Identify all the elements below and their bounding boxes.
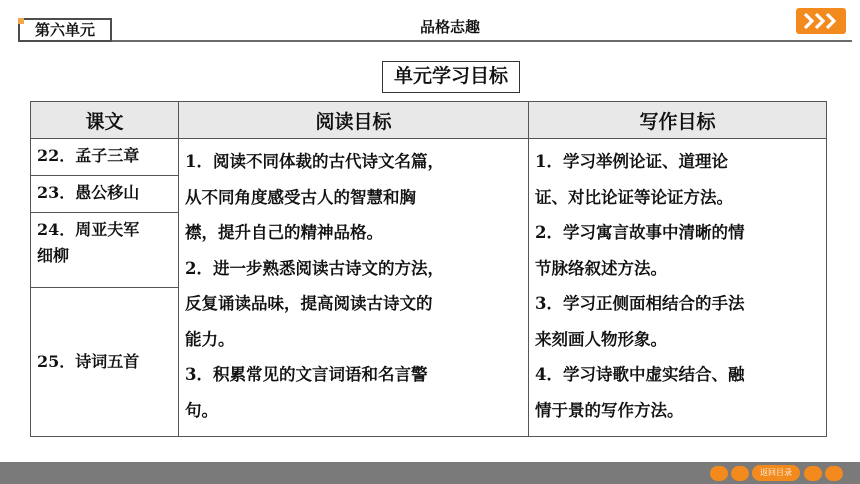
reading-goals-cell [179,139,529,437]
lesson-25: 25．诗词五首 [37,351,140,371]
writing-goals-cell [529,139,827,437]
next-page-footer-button[interactable] [804,466,822,481]
table-row [31,139,827,176]
reading-goal-line: 襟，提升自己的精神品格。 [185,223,383,242]
reading-goal-line: 2．进一步熟悉阅读古诗文的方法， [185,258,444,278]
reading-goal-line: 1．阅读不同体裁的古代诗文名篇， [185,152,444,171]
reading-goal-line: 反复诵读品味，提高阅读古诗文的 [185,294,433,313]
header-divider [112,40,852,42]
last-page-button[interactable] [825,466,843,481]
writing-goal-line: 节脉络叙述方法。 [535,258,667,278]
writing-goal-line: 证、对比论证等论证方法。 [535,187,733,207]
lesson-cell [31,287,179,436]
reading-goal-line: 能力。 [185,329,235,349]
goals-table [30,101,827,437]
writing-goal-line: 1．学习举例论证、道理论 [535,152,728,171]
first-page-button[interactable] [710,466,728,481]
section-title: 单元学习目标 [382,61,520,93]
writing-goal-line: 4．学习诗歌中虚实结合、融 [535,365,745,384]
back-to-contents-button[interactable]: 返回目录 [752,465,800,481]
lesson-cell [31,175,179,212]
next-page-button[interactable] [796,8,846,34]
writing-goal-line: 2．学习寓言故事中清晰的情 [535,223,745,242]
lesson-22: 22．孟子三章 [37,146,140,165]
header-reading-goal: 阅读目标 [179,102,529,139]
lesson-cell [31,212,179,287]
page-title: 品格志趣 [419,18,480,36]
writing-goal-line: 来刻画人物形象。 [535,329,667,349]
lesson-cell [31,139,179,176]
lesson-24-line-2: 细柳 [37,245,70,265]
lesson-24 [31,213,178,273]
lesson-23: 23．愚公移山 [37,182,140,202]
footer-bar [0,462,860,484]
header-writing-goal: 写作目标 [529,102,827,139]
reading-goal-line: 从不同角度感受古人的智慧和胸 [185,187,416,207]
unit-label: 第六单元 [18,18,112,42]
lesson-24-line-1: 24．周亚夫军 [37,219,140,239]
table-header-row [31,102,827,139]
writing-goal-line: 3．学习正侧面相结合的手法 [535,294,745,313]
prev-page-button[interactable] [731,466,749,481]
reading-goal-line: 句。 [185,400,218,420]
header-lesson: 课文 [31,102,179,139]
writing-goal-line: 情于景的写作方法。 [535,400,684,420]
top-bar [0,0,860,44]
chevron-double-right-icon [801,11,841,31]
reading-goal-line: 3．积累常见的文言词语和名言警 [185,365,428,384]
